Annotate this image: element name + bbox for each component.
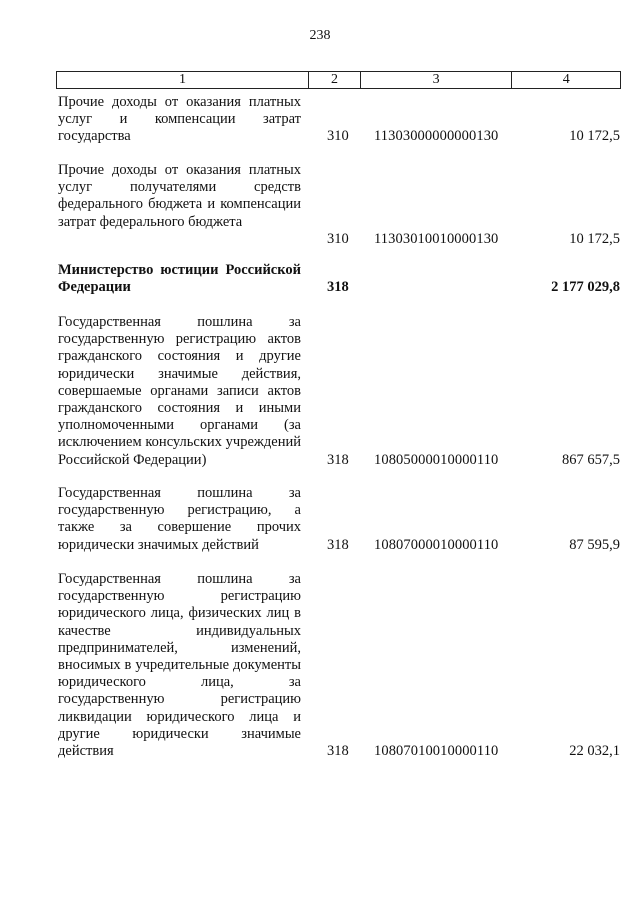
- table-row: [0, 262, 640, 314]
- row-description: Министерство юстиции Российской Федерации: [58, 262, 301, 296]
- row-description: Государственная пошлина за государственную регистрацию, а также за совершение прочих юридически значимых действий: [58, 485, 301, 553]
- row-description: Прочие доходы от оказания платных услуг получателями средств федерального бюджета и компенсации затрат федерального бюджета: [58, 162, 301, 230]
- row-description: Государственная пошлина за государственную регистрацию юридического лица, физических лиц в качестве индивидуальных предпринимателей, изменений, вносимых в учредительные документы юридического лица, за государственную регистрацию ликвидации юридического лица и другие юридически значимые действия: [58, 571, 301, 760]
- row-admin-code: 318: [327, 743, 349, 759]
- row-amount: 87 595,9: [569, 537, 620, 553]
- column-header-row: [56, 71, 621, 89]
- column-header-2: 2: [309, 72, 361, 88]
- table-row: [0, 94, 640, 162]
- table-row: [0, 571, 640, 771]
- revenue-table-body: [0, 94, 640, 771]
- row-admin-code: 310: [327, 231, 349, 247]
- column-header-3: 3: [361, 72, 512, 88]
- table-row: [0, 314, 640, 485]
- row-budget-code: 10805000010000110: [374, 452, 499, 468]
- row-amount: 10 172,5: [569, 128, 620, 144]
- row-description: Государственная пошлина за государственную регистрацию актов гражданского состояния и другие юридически значимые действия, совершаемые органами записи актов гражданского состояния и иными уполномоченными органами (за исключением консульских учреждений Российской Федерации): [58, 314, 301, 468]
- table-row: [0, 485, 640, 571]
- row-amount: 22 032,1: [569, 743, 620, 759]
- row-amount: 2 177 029,8: [551, 279, 620, 295]
- row-description: Прочие доходы от оказания платных услуг и компенсации затрат государства: [58, 94, 301, 145]
- row-budget-code: 10807000010000110: [374, 537, 499, 553]
- row-amount: 10 172,5: [569, 231, 620, 247]
- row-admin-code: 318: [327, 279, 349, 295]
- row-amount: 867 657,5: [562, 452, 620, 468]
- row-budget-code: 11303000000000130: [374, 128, 499, 144]
- row-admin-code: 318: [327, 537, 349, 553]
- page-number: 238: [309, 28, 331, 43]
- table-row: [0, 162, 640, 262]
- column-header-1: 1: [57, 72, 309, 88]
- row-admin-code: 318: [327, 452, 349, 468]
- row-admin-code: 310: [327, 128, 349, 144]
- row-budget-code: 11303010010000130: [374, 231, 499, 247]
- row-budget-code: 10807010010000110: [374, 743, 499, 759]
- column-header-4: 4: [562, 72, 570, 87]
